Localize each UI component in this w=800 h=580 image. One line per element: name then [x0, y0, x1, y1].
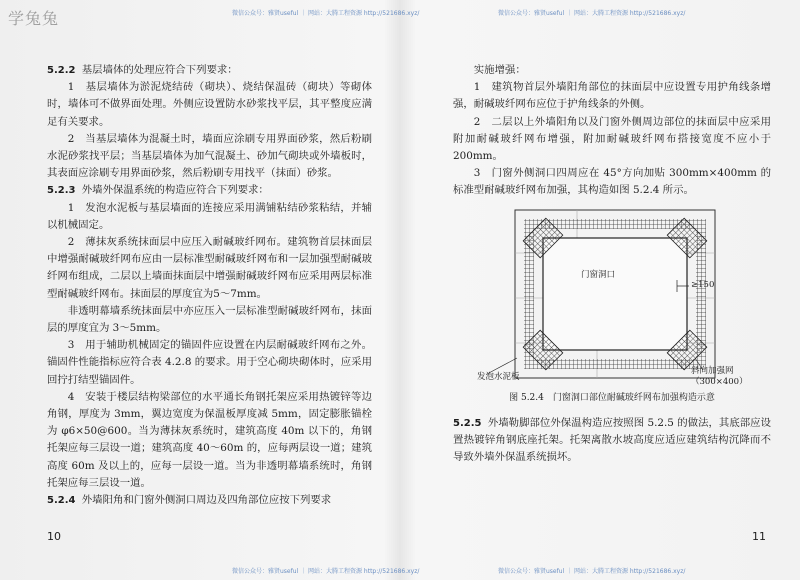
section-5-2-4 [47, 492, 372, 509]
mesh-size-label: （300×400） [691, 376, 748, 387]
paragraph: 2 二层以上外墙阳角以及门窗外侧周边部位的抹面层中应采用附加耐碱玻纤网布增强，附加耐碱玻纤网布搭接宽度不应小于 200mm。 [453, 115, 771, 163]
section-5-2-5 [453, 415, 771, 467]
paragraph: 3 用于辅助机械固定的锚固件应设置在内层耐碱玻纤网布之外。锚固件性能指标应符合表 4.2.8 的要求。用于空心砌块砌体时，应采用回拧打结型锚固件。 [47, 339, 372, 386]
mesh-label: 斜向加强网 [691, 365, 734, 376]
right-page [453, 62, 771, 466]
footer-watermark-right: 微信公众号：雅贤useful ｜ 网站：大腾工程资源 http://521686.xyz/ [498, 568, 686, 575]
paragraph: 1 基层墙体为淤泥烧结砖（砌块）、烧结保温砖（砌块）等砌体时，墙体可不做界面处理。外侧应设置防水砂浆找平层，其平整度应满足有关要求。 [47, 81, 372, 128]
figure-caption: 图 5.2.4 门窗洞口部位耐碱玻纤网布加强构造示意 [509, 392, 715, 403]
header-watermark-left: 微信公众号：雅贤useful ｜ 网站：大腾工程资源 http://521686.xyz/ [232, 10, 420, 17]
paragraph: 2 薄抹灰系统抹面层中应压入耐碱玻纤网布。建筑物首层抹面层中增强耐碱玻纤网布应由一层标准型耐碱玻纤网布和一层加强型耐碱玻纤网布组成，二层以上墙面抹面层中增强耐碱玻纤网布应采用两层标准型耐碱玻纤网布。抹面层的厚度宜为5～7mm。 [47, 236, 372, 300]
window-opening [543, 238, 687, 350]
paragraph: 3 门窗外侧洞口四周应在 45°方向加贴 300mm×400mm 的标准型耐碱玻纤网布加强，其构造如图 5.2.4 所示。 [453, 167, 771, 197]
left-page [47, 62, 372, 509]
section-text: 外墙阳角和门窗外侧洞口周边及四角部位应按下列要求 [81, 494, 332, 507]
opening-label: 门窗洞口 [581, 269, 616, 280]
section-text: 基层墙体的处理应符合下列要求： [81, 64, 238, 76]
footer-watermark-left: 微信公众号：雅贤useful ｜ 网站：大腾工程资源 http://521686.xyz/ [232, 568, 420, 575]
section-5-2-3 [47, 182, 372, 199]
continuation-text: 实施增强： [473, 64, 526, 76]
paragraph: 4 安装于楼层结构梁部位的水平通长角钢托架应采用热镀锌等边角钢，厚度为 3mm，翼边宽度为保温板厚度减 5mm，固定膨胀锚栓为 φ6×50@600。当为薄抹灰系统时，建筑高度 40m 以下的，角钢托架应每三层设一道；建筑高度 40～60m 的，应每两层设一道；建筑高度 60m 及以上的，应每一层设一道。当为非透明幕墙系统时，角钢托架应每三层设一道。 [47, 390, 372, 489]
section-text: 外墙勒脚部位外保温构造应按照图 5.2.5 的做法，其底部应设置热镀锌角钢底座托架。托架离散水坡高度应适应建筑结构沉降而不导致外墙外保温系统损坏。 [453, 416, 771, 464]
paragraph: 1 发泡水泥板与基层墙面的连接应采用满铺粘结砂浆粘结，并辅以机械固定。 [47, 201, 372, 231]
board-label: 发泡水泥板 [477, 371, 520, 382]
section-5-2-2 [47, 62, 372, 79]
paragraph: 非透明幕墙系统抹面层中亦应压入一层标准型耐碱玻纤网布，抹面层的厚度宜为 3～5mm。 [47, 304, 372, 335]
header-watermark-right: 微信公众号：雅贤useful ｜ 网站：大腾工程资源 http://521686.xyz/ [498, 10, 686, 17]
mesh-reinforcement-diagram [477, 208, 747, 388]
section-number: 5.2.3 [47, 185, 76, 197]
paragraph: 2 当基层墙体为混凝土时，墙面应涂刷专用界面砂浆，然后粉刷水泥砂浆找平层；当基层墙体为加气混凝土、砂加气砌块或外墙板时，其表面应涂刷专用界面砂浆，然后粉刷专用找平（抹面）砂浆。 [47, 132, 372, 180]
section-number: 5.2.2 [47, 65, 76, 76]
dimension-label: ≥150 [691, 279, 715, 290]
page-number-left: 10 [47, 530, 61, 543]
watermark-text: 学兔兔 [8, 9, 60, 28]
section-text: 外墙外保温系统的构造应符合下列要求： [81, 184, 269, 197]
page-number-right: 11 [752, 530, 766, 543]
section-number: 5.2.5 [453, 417, 482, 429]
figure-5-2-4 [477, 208, 747, 388]
section-number: 5.2.4 [47, 495, 76, 507]
paragraph: 1 建筑物首层外墙阳角部位的抹面层中应设置专用护角线条增强，耐碱玻纤网布应位于护角线条的外侧。 [453, 81, 771, 111]
